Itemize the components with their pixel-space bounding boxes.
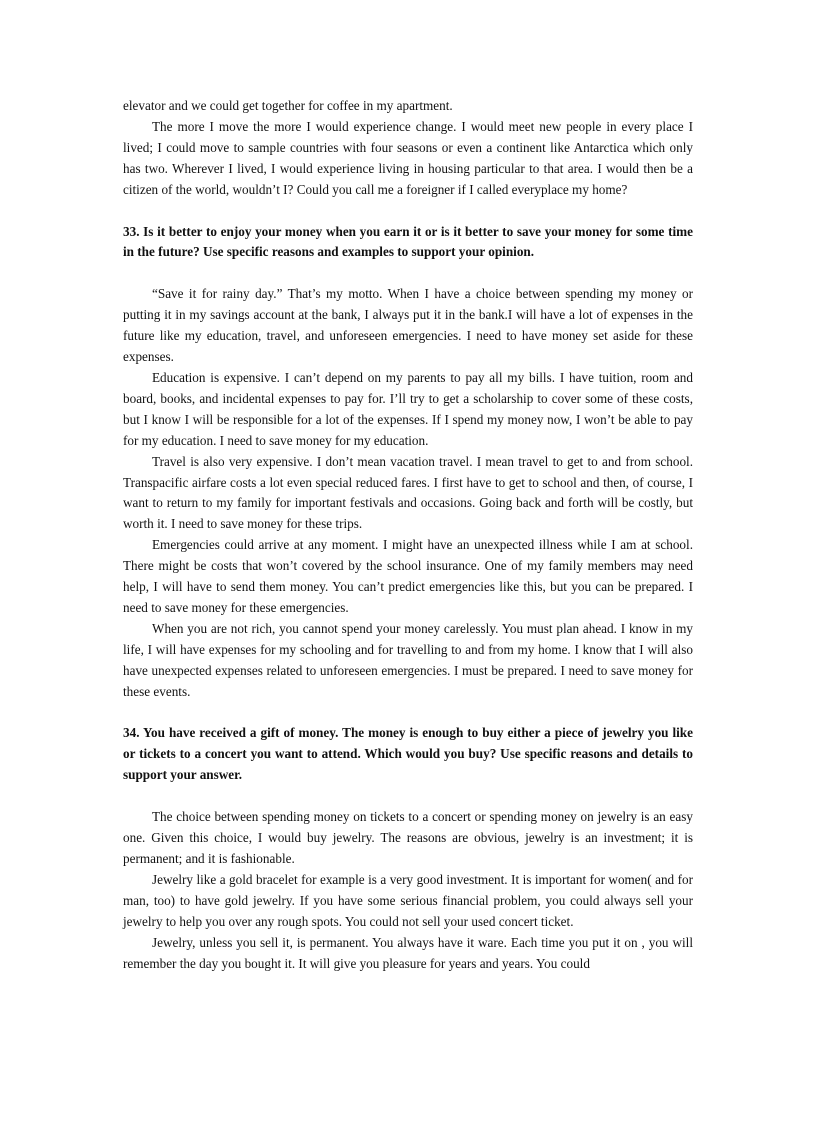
paragraph: Emergencies could arrive at any moment. I might have an unexpected illness while I am at school. There might be costs that won’t covered by the school insurance. One of my family members may need help, I will have to send them money. You can’t predict emergencies like this, but you can be prepared. I need to save money for these emergencies.	[123, 537, 693, 615]
paragraph: The more I move the more I would experience change. I would meet new people in every place I lived; I could move to sample countries with four seasons or even a continent like Antarctica which only has two. Wherever I lived, I would experience living in housing particular to that area. I would then be a citizen of the world, wouldn’t I? Could you call me a foreigner if I called everyplace my home?	[123, 118, 693, 197]
paragraph: Jewelry, unless you sell it, is permanent. You always have it ware. Each time you put it on , you will remember the day you bought it. It will give you pleasure for years and years. You could	[123, 934, 693, 971]
paragraph: “Save it for rainy day.” That’s my motto. When I have a choice between spending my money or putting it in my savings account at the bank, I always put it in the bank.I will have a lot of expenses in the future like my education, travel, and unforeseen emergencies. I need to have money set aside for these expenses.	[123, 286, 693, 365]
carryover-line: elevator and we could get together for coffee in my apartment.	[123, 98, 453, 113]
paragraph: Travel is also very expensive. I don’t mean vacation travel. I mean travel to get to and from school. Transpacific airfare costs a lot even special reduced fares. I first have to get to school and then, of course, I want to return to my family for important festivals and occasions. Going back and forth will be costly, but worth it. I need to save money for these trips.	[123, 453, 693, 532]
paragraph: The choice between spending money on tickets to a concert or spending money on jewelry is an easy one. Given this choice, I would buy jewelry. The reasons are obvious, jewelry is an investment; it is permanent; and it is fashionable.	[123, 809, 693, 866]
question-33-heading: 33. Is it better to enjoy your money when you earn it or is it better to save your money for some time in the future? Use specific reasons and examples to support your opinion.	[123, 223, 693, 260]
question-34-heading: 34. You have received a gift of money. The money is enough to buy either a piece of jewelry you like or tickets to a concert you want to attend. Which would you buy? Use specific reasons and details to support your answer.	[123, 725, 693, 783]
document-page	[123, 96, 693, 974]
paragraph: When you are not rich, you cannot spend your money carelessly. You must plan ahead. I know in my life, I will have expenses for my schooling and for travelling to and from my home. I know that I will also have unexpected expenses related to unforeseen emergencies. I must be prepared. I need to save money for these events.	[123, 620, 693, 699]
paragraph: Jewelry like a gold bracelet for example is a very good investment. It is important for women( and for man, too) to have gold jewelry. If you have some serious financial problem, you could always sell your jewelry to help you over any rough spots. You could not sell your used concert ticket.	[123, 871, 693, 929]
paragraph: Education is expensive. I can’t depend on my parents to pay all my bills. I have tuition, room and board, books, and incidental expenses to pay for. I’ll try to get a scholarship to cover some of these costs, but I know I will be responsible for a lot of the expenses. If I spend my money now, I won’t be able to pay for my education. I need to save money for my education.	[123, 369, 693, 448]
